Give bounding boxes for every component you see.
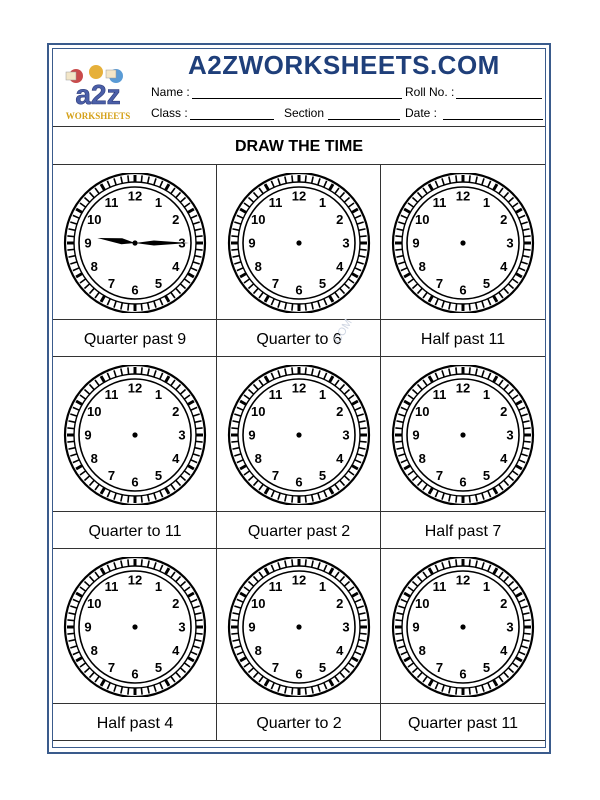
clock-number: 1 <box>482 578 491 594</box>
clock-cell <box>381 549 545 741</box>
clock-center <box>296 432 301 437</box>
clock-number: 12 <box>127 380 143 396</box>
clock-number: 3 <box>342 235 350 251</box>
clock-number: 2 <box>500 404 508 419</box>
clock-number: 8 <box>254 451 262 466</box>
clock-number: 7 <box>107 660 116 676</box>
date-field <box>405 106 543 120</box>
clock-face-icon <box>388 365 538 505</box>
clock-number: 1 <box>154 578 163 594</box>
clock-center <box>132 240 137 245</box>
clock-cell <box>217 357 381 549</box>
clock-number: 9 <box>248 427 256 443</box>
clock-center <box>296 624 301 629</box>
clock-number: 11 <box>432 578 447 594</box>
date-blank <box>443 108 543 120</box>
watermark: .COM <box>330 317 355 348</box>
clock-number: 11 <box>104 194 119 210</box>
clock-number: 5 <box>482 660 491 676</box>
clock-number: 6 <box>459 666 467 682</box>
clock-cell <box>53 549 217 741</box>
clock-number: 8 <box>418 643 426 658</box>
clock-number: 10 <box>251 404 266 419</box>
clock-number: 1 <box>318 386 327 402</box>
clock-number: 9 <box>248 619 256 635</box>
clock-number: 10 <box>415 212 430 227</box>
clock-number: 7 <box>435 276 444 292</box>
roll-no-field <box>405 85 542 99</box>
clock-caption: Half past 4 <box>96 715 174 732</box>
clock-number: 10 <box>87 404 102 419</box>
clock-number: 11 <box>104 386 119 402</box>
clock-number: 6 <box>295 474 303 490</box>
clock-number: 7 <box>271 660 280 676</box>
clock-number: 9 <box>84 235 92 251</box>
clock-face-icon <box>224 557 374 697</box>
clock-number: 9 <box>84 427 92 443</box>
clock-number: 5 <box>154 276 163 292</box>
clock-number: 5 <box>318 468 327 484</box>
clock-caption: Quarter to 11 <box>88 523 182 540</box>
clock-number: 6 <box>295 666 303 682</box>
worksheet-title: DRAW THE TIME <box>53 127 545 165</box>
clock-number: 3 <box>506 235 514 251</box>
clock-number: 10 <box>87 212 102 227</box>
clock-face-icon <box>388 173 538 313</box>
clock-number: 11 <box>432 194 447 210</box>
clock-number: 7 <box>107 468 116 484</box>
clock-number: 10 <box>251 212 266 227</box>
clock-number: 1 <box>154 386 163 402</box>
clock-number: 10 <box>415 596 430 611</box>
clock-number: 3 <box>178 427 186 443</box>
clock-area[interactable] <box>217 357 381 512</box>
logo-subtext: WORKSHEETS <box>65 111 131 121</box>
clock-caption: Quarter past 2 <box>247 523 351 540</box>
clock-number: 6 <box>459 282 467 298</box>
clock-number: 12 <box>455 380 471 396</box>
clock-caption: Quarter past 9 <box>83 331 187 348</box>
clock-face-icon <box>60 173 210 313</box>
clock-area[interactable] <box>217 549 381 704</box>
clock-number: 7 <box>107 276 116 292</box>
clock-face-icon <box>60 365 210 505</box>
clock-number: 12 <box>127 572 143 588</box>
clock-cell <box>381 357 545 549</box>
roll-no-blank <box>456 87 542 99</box>
clock-number: 4 <box>172 259 180 274</box>
clock-number: 4 <box>500 643 508 658</box>
clock-caption: Quarter to 2 <box>256 715 342 732</box>
clock-number: 2 <box>172 596 180 611</box>
clock-area[interactable] <box>53 165 217 320</box>
class-blank <box>190 108 274 120</box>
clock-center <box>296 240 301 245</box>
clock-number: 1 <box>318 578 327 594</box>
clock-cell <box>53 165 217 357</box>
clock-number: 12 <box>291 572 307 588</box>
clock-number: 11 <box>268 194 283 210</box>
clock-number: 8 <box>418 259 426 274</box>
clock-number: 2 <box>336 596 344 611</box>
clock-number: 6 <box>459 474 467 490</box>
clock-number: 7 <box>271 276 280 292</box>
clock-face-icon <box>388 557 538 697</box>
class-label: Class : <box>151 106 188 120</box>
clock-number: 6 <box>131 666 139 682</box>
clock-number: 8 <box>254 259 262 274</box>
clock-number: 12 <box>291 188 307 204</box>
clock-number: 10 <box>251 596 266 611</box>
clock-number: 11 <box>268 578 283 594</box>
clock-number: 2 <box>500 596 508 611</box>
clock-cell <box>217 165 381 357</box>
clock-number: 6 <box>295 282 303 298</box>
clock-caption: Quarter past 11 <box>408 715 518 732</box>
clock-number: 4 <box>336 451 344 466</box>
roll-no-label: Roll No. : <box>405 85 455 99</box>
clock-number: 2 <box>336 404 344 419</box>
clock-number: 11 <box>268 386 283 402</box>
clock-number: 11 <box>432 386 447 402</box>
clock-area[interactable] <box>53 357 217 512</box>
clock-number: 8 <box>418 451 426 466</box>
clock-number: 9 <box>412 427 420 443</box>
clock-number: 8 <box>90 643 98 658</box>
logo-mark: a2z <box>75 79 121 110</box>
clock-number: 11 <box>104 578 119 594</box>
clock-face-icon <box>60 557 210 697</box>
clock-area[interactable] <box>381 357 545 512</box>
clock-number: 3 <box>506 427 514 443</box>
section-label: Section <box>284 106 325 120</box>
name-field <box>151 85 402 99</box>
name-label: Name : <box>151 85 190 99</box>
clock-center <box>460 240 465 245</box>
clock-number: 3 <box>342 427 350 443</box>
clock-area[interactable] <box>381 549 545 704</box>
clock-number: 1 <box>154 194 163 210</box>
clock-number: 12 <box>455 572 471 588</box>
clock-number: 7 <box>435 468 444 484</box>
clock-number: 3 <box>178 619 186 635</box>
clock-number: 5 <box>154 660 163 676</box>
clock-number: 4 <box>500 451 508 466</box>
clock-number: 8 <box>90 451 98 466</box>
clock-number: 5 <box>318 276 327 292</box>
clock-number: 10 <box>87 596 102 611</box>
class-field <box>151 106 274 120</box>
clock-number: 1 <box>482 386 491 402</box>
clock-number: 10 <box>415 404 430 419</box>
a2z-logo <box>58 62 138 122</box>
clock-number: 5 <box>482 276 491 292</box>
clock-caption: Half past 7 <box>424 523 502 540</box>
clock-number: 1 <box>318 194 327 210</box>
clock-center <box>460 432 465 437</box>
clock-number: 4 <box>336 643 344 658</box>
section-blank <box>328 108 400 120</box>
name-blank <box>192 87 402 99</box>
clock-number: 3 <box>506 619 514 635</box>
clock-number: 12 <box>455 188 471 204</box>
clock-number: 5 <box>154 468 163 484</box>
section-field <box>284 106 400 120</box>
clock-number: 9 <box>412 619 420 635</box>
clock-number: 9 <box>84 619 92 635</box>
clock-number: 7 <box>271 468 280 484</box>
clock-cell <box>217 549 381 741</box>
clock-number: 8 <box>254 643 262 658</box>
clock-number: 9 <box>248 235 256 251</box>
clock-number: 4 <box>336 259 344 274</box>
clock-number: 4 <box>172 451 180 466</box>
clock-center <box>460 624 465 629</box>
clock-center <box>132 432 137 437</box>
clock-number: 12 <box>291 380 307 396</box>
clock-number: 6 <box>131 474 139 490</box>
clock-number: 8 <box>90 259 98 274</box>
clock-number: 2 <box>172 212 180 227</box>
clock-number: 2 <box>500 212 508 227</box>
clock-number: 2 <box>172 404 180 419</box>
clock-face-icon <box>224 365 374 505</box>
clock-number: 3 <box>342 619 350 635</box>
clock-number: 5 <box>318 660 327 676</box>
clock-number: 7 <box>435 660 444 676</box>
clock-number: 6 <box>131 282 139 298</box>
clock-cell <box>381 165 545 357</box>
clock-number: 1 <box>482 194 491 210</box>
clock-number: 9 <box>412 235 420 251</box>
clock-grid <box>53 165 545 741</box>
clock-area[interactable] <box>381 165 545 320</box>
clock-area[interactable] <box>217 165 381 320</box>
clock-area[interactable] <box>53 549 217 704</box>
clock-number: 12 <box>127 188 143 204</box>
clock-face-icon <box>224 173 374 313</box>
clock-number: 4 <box>500 259 508 274</box>
clock-center <box>132 624 137 629</box>
site-title: A2ZWORKSHEETS.COM <box>188 50 500 80</box>
clock-number: 5 <box>482 468 491 484</box>
clock-number: 2 <box>336 212 344 227</box>
date-label: Date : <box>405 106 438 120</box>
clock-caption: Half past 11 <box>420 331 506 348</box>
clock-number: 4 <box>172 643 180 658</box>
clock-cell <box>53 357 217 549</box>
clock-caption: Quarter to 6 <box>256 331 342 348</box>
